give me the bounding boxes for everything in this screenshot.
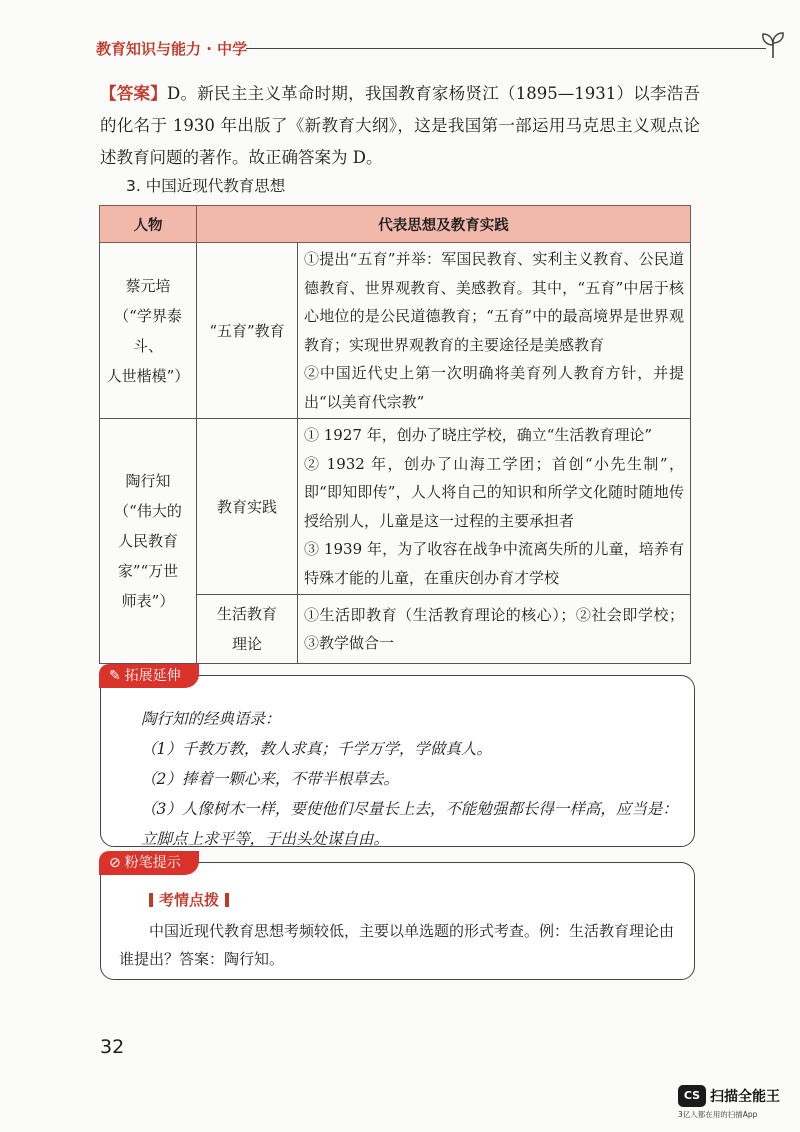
content-item: ①提出“五育”并举：军国民教育、实利主义教育、公民道德教育、世界观教育、美感教育。其中，“五育”中居于核心地位的是公民道德教育；“五育”中的最高境界是世界观教育；实现世界观教育的主要途径是美感教育	[304, 250, 684, 354]
content-item: ③ 1939 年，为了收容在战争中流离失所的儿童，培养有特殊才能的儿童，在重庆创办育才学校	[304, 540, 684, 587]
tip-panel	[100, 855, 695, 980]
category-practice: 教育实践	[197, 419, 298, 595]
category-wuyu: “五育”教育	[197, 243, 298, 419]
quote-item: （3）人像树木一样，要使他们尽量长上去，不能勉强都长得一样高，应当是：立脚点上求平等，于出头处谋自由。	[141, 800, 678, 848]
thinkers-table	[99, 205, 691, 664]
watermark-subtitle: 3亿人都在用的扫描App	[678, 1110, 758, 1119]
category-line: 生活教育	[216, 605, 277, 623]
extension-body	[119, 704, 684, 854]
person-title-line: （“学界泰斗、	[114, 306, 182, 355]
cs-logo-icon: CS	[678, 1085, 706, 1107]
tip-body	[119, 917, 684, 973]
pencil-icon: ✎	[109, 668, 121, 684]
label-bar	[225, 893, 229, 907]
watermark-name: 扫描全能王	[710, 1089, 780, 1105]
person-name: 蔡元培	[125, 276, 171, 295]
content-tao-practice	[298, 419, 691, 595]
person-title-line: 师表”）	[121, 592, 175, 610]
section-title: 3. 中国近现代教育思想	[126, 177, 286, 195]
no-sign-icon: ⊘	[109, 855, 121, 871]
tip-label	[143, 889, 235, 910]
answer-text: D。新民主主义革命时期，我国教育家杨贤江（1895—1931）以李浩吾的化名于 1930 年出版了《新教育大纲》，这是我国第一部运用马克思主义观点论述教育问题的著作。故正确答案为 D。	[100, 84, 701, 167]
header-person: 人物	[100, 206, 197, 243]
quote-item: （2）捧着一颗心来，不带半根草去。	[141, 770, 399, 788]
person-name: 陶行知	[125, 472, 171, 490]
content-cai	[298, 243, 691, 419]
person-tao	[100, 419, 197, 664]
page-number: 32	[100, 1036, 125, 1058]
extension-intro: 陶行知的经典语录：	[141, 710, 281, 728]
category-line: 理论	[231, 635, 262, 653]
content-item: ②中国近代史上第一次明确将美育列人教育方针，并提出“以美育代宗教”	[304, 364, 684, 411]
category-theory	[197, 595, 298, 664]
answer-tag: 【答案】	[100, 84, 168, 103]
table-row-cai	[100, 243, 691, 419]
extension-panel	[100, 668, 695, 848]
person-cai	[100, 243, 197, 419]
scanner-watermark	[678, 1085, 788, 1121]
quote-item: （1）千教万教，教人求真；千学万学，学做真人。	[141, 740, 492, 758]
extension-tab-label: 拓展延伸	[124, 668, 181, 684]
person-title-line: （“伟大的	[114, 502, 182, 520]
label-bar	[149, 893, 153, 907]
content-item: ② 1932 年，创办了山海工学团；首创“小先生制”，即“即知即传”，人人将自己的知识和所学文化随时随地传授给别人，儿童是这一过程的主要承担者	[304, 454, 684, 530]
table-row-tao-practice	[100, 419, 691, 595]
tip-tab	[99, 851, 199, 875]
table-header-row	[100, 206, 691, 243]
tip-label-text: 考情点拨	[159, 891, 220, 909]
person-title-line: 家”“万世	[117, 562, 179, 580]
tip-tab-label: 粉笔提示	[124, 855, 181, 871]
book-title: 教育知识与能力 · 中学	[96, 40, 248, 58]
answer-paragraph	[100, 78, 700, 174]
page-header	[96, 30, 716, 60]
header-rule	[246, 48, 766, 49]
content-item: ① 1927 年，创办了晓庄学校，确立“生活教育理论”	[304, 426, 653, 444]
person-title-line: 人民教育	[117, 532, 178, 550]
content-tao-theory: ①生活即教育（生活教育理论的核心）；②社会即学校；③教学做合一	[298, 595, 691, 664]
tip-body-text: 中国近现代教育思想考频较低，主要以单选题的形式考查。例：生活教育理论由谁提出？答案：陶行知。	[119, 922, 675, 968]
extension-tab	[99, 664, 199, 688]
person-title-line: 人世楷模”）	[106, 366, 190, 385]
header-thought: 代表思想及教育实践	[197, 206, 691, 243]
sprout-icon	[758, 30, 788, 60]
